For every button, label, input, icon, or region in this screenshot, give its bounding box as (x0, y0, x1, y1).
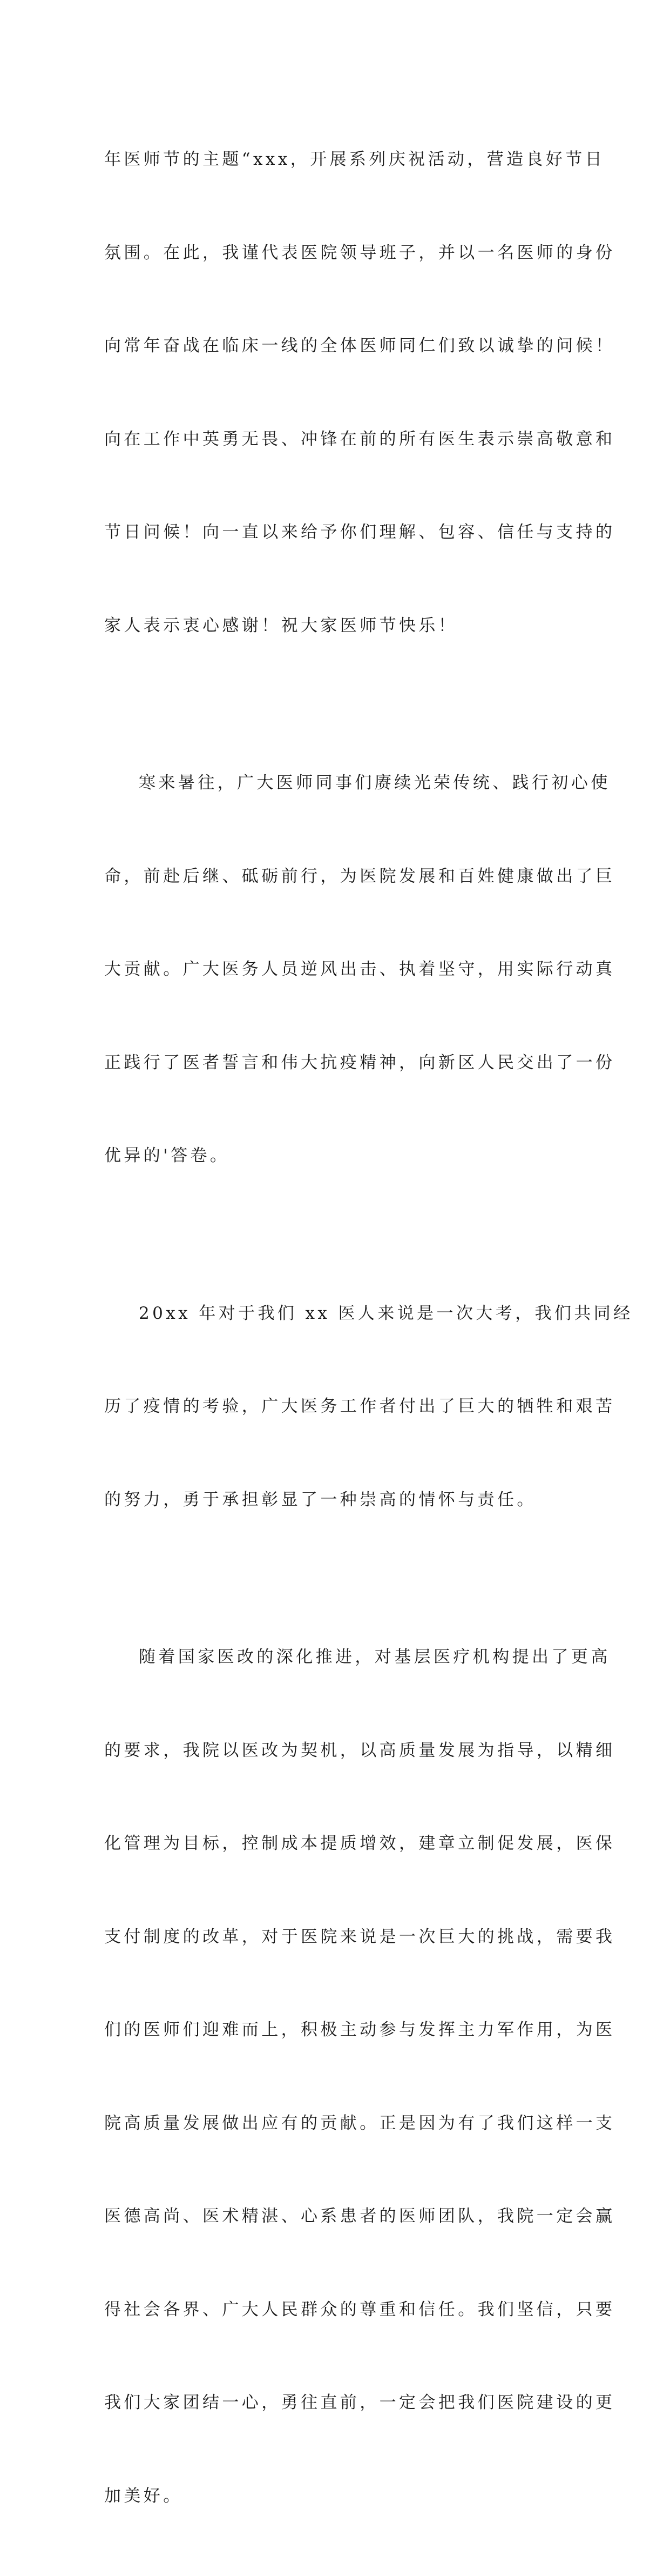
text-line: 年医师节的主题“xxx，开展系列庆祝活动，营造良好节日 (104, 150, 605, 169)
document-body (104, 82, 633, 2576)
text-line: 化管理为目标，控制成本提质增效，建章立制促发展，医保 (104, 1834, 615, 1853)
paragraph-tradition (104, 706, 615, 1234)
text-line: 加美好。 (104, 2486, 183, 2506)
paragraph-reform (104, 1580, 615, 2574)
text-line: 的努力，勇于承担彰显了一种崇高的情怀与责任。 (104, 1490, 537, 1510)
text-line: 院高质量发展做出应有的贡献。正是因为有了我们这样一支 (104, 2113, 615, 2133)
text-line: 的要求，我院以医改为契机，以高质量发展为指导，以精细 (104, 1740, 615, 1760)
text-line: 随着国家医改的深化推进，对基层医疗机构提出了更高 (139, 1647, 611, 1667)
text-line: 优异的'答卷。 (104, 1146, 230, 1165)
text-line: 命，前赴后继、砥砺前行，为医院发展和百姓健康做出了巨 (104, 866, 615, 886)
text-line: 20xx 年对于我们 xx 医人来说是一次大考，我们共同经 (139, 1303, 633, 1323)
text-line: 向常年奋战在临床一线的全体医师同仁们致以诚挚的问候！ (104, 336, 615, 355)
text-line: 正践行了医者誓言和伟大抗疫精神，向新区人民交出了一份 (104, 1052, 615, 1072)
text-line: 家人表示衷心感谢！祝大家医师节快乐！ (104, 615, 458, 635)
text-line: 支付制度的改革，对于医院来说是一次巨大的挑战，需要我 (104, 1927, 615, 1947)
text-line: 节日问候！向一直以来给予你们理解、包容、信任与支持的 (104, 522, 615, 542)
text-line: 我们大家团结一心，勇往直前，一定会把我们医院建设的更 (104, 2393, 615, 2412)
paragraph-opening (104, 82, 615, 703)
text-line: 们的医师们迎难而上，积极主动参与发挥主力军作用，为医 (104, 2020, 615, 2040)
text-line: 大贡献。广大医务人员逆风出击、执着坚守，用实际行动真 (104, 960, 615, 979)
text-line: 历了疫情的考验，广大医务工作者付出了巨大的牺牲和艰苦 (104, 1397, 615, 1416)
paragraph-test-year (104, 1236, 633, 1578)
text-line: 氛围。在此，我谨代表医院领导班子，并以一名医师的身份 (104, 243, 615, 263)
text-line: 医德高尚、医术精湛、心系患者的医师团队，我院一定会赢 (104, 2206, 615, 2226)
text-line: 寒来暑往，广大医师同事们赓续光荣传统、践行初心使 (139, 773, 611, 793)
text-line: 得社会各界、广大人民群众的尊重和信任。我们坚信，只要 (104, 2299, 615, 2319)
text-line: 向在工作中英勇无畏、冲锋在前的所有医生表示崇高敬意和 (104, 429, 615, 449)
